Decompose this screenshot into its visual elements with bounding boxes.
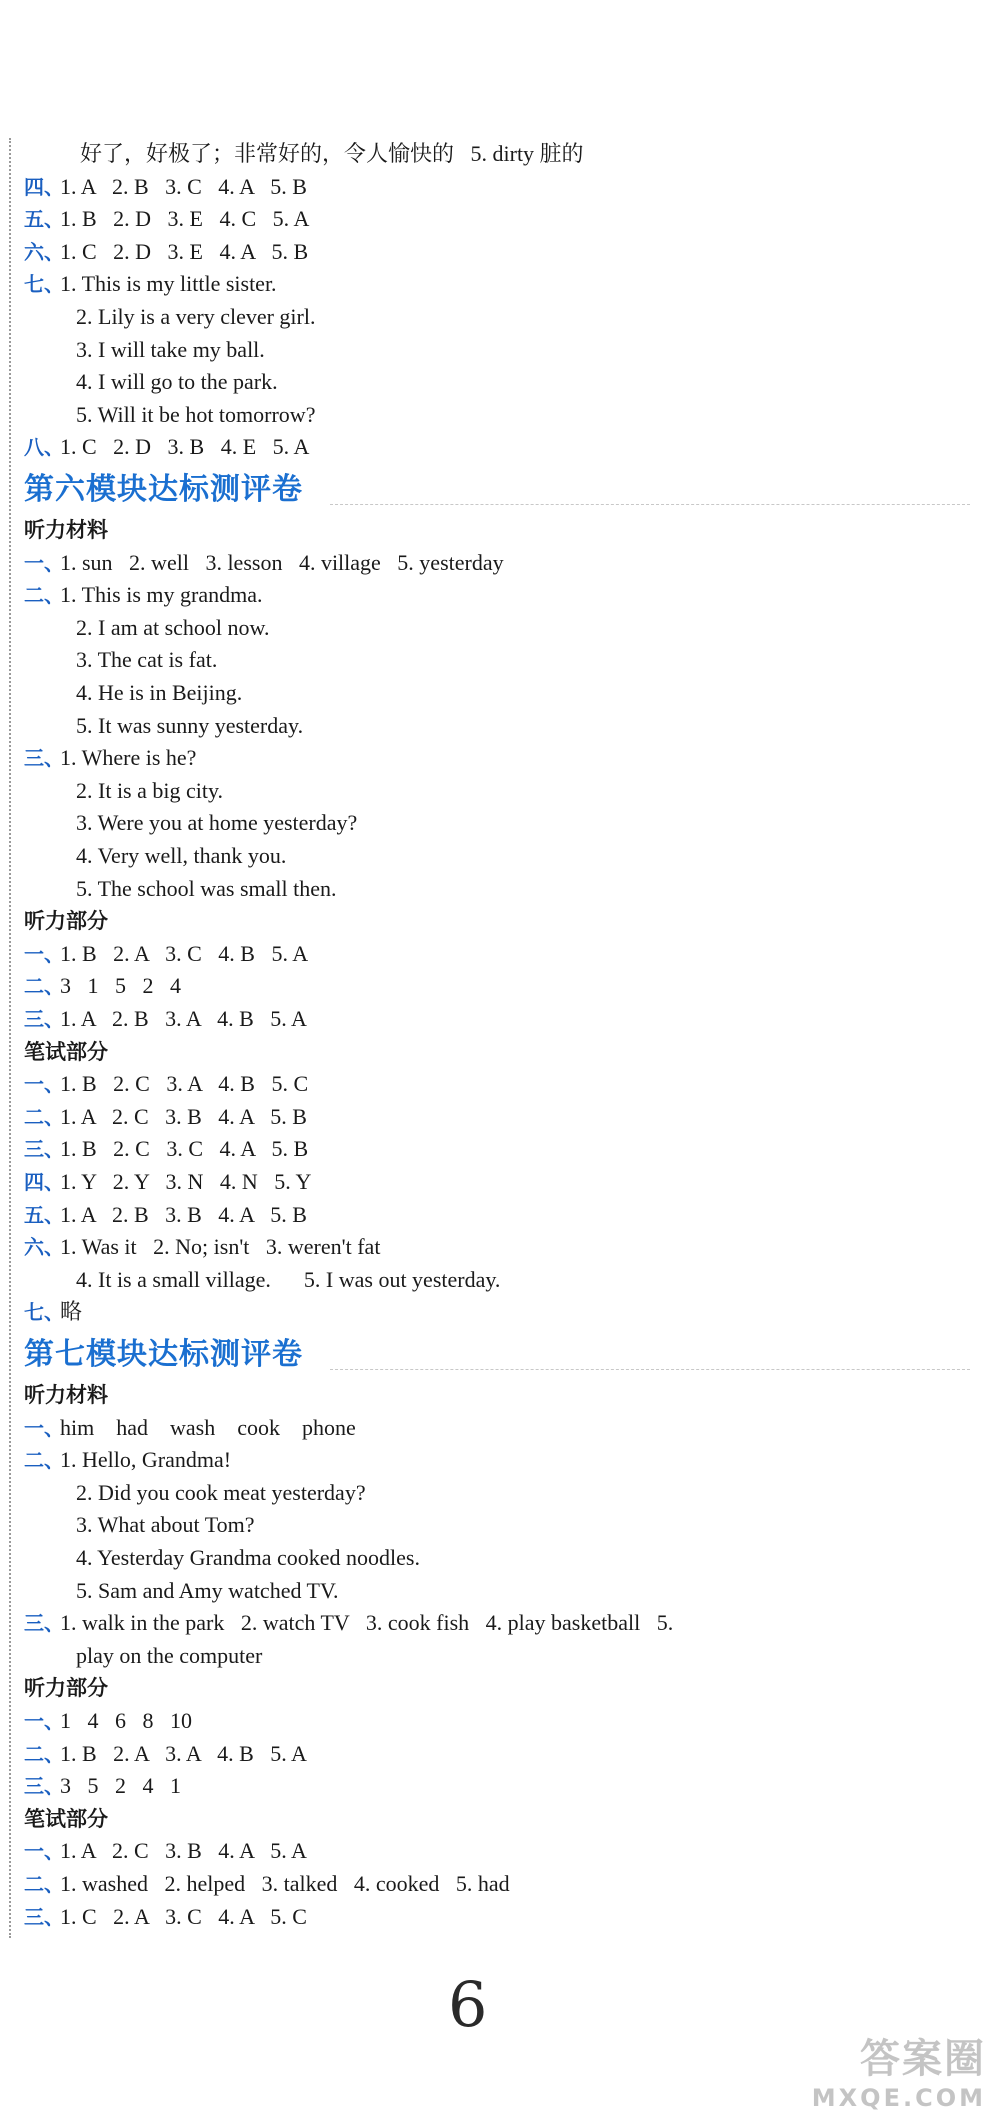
answer-text: 1. Was it 2. No; isn't 3. weren't fat <box>60 1234 381 1260</box>
answer-line <box>76 1477 366 1509</box>
answer-text: 1. A 2. B 3. B 4. A 5. B <box>60 1201 307 1227</box>
answer-text: 1. walk in the park 2. watch TV 3. cook fish 4. play basketball 5. <box>60 1610 674 1636</box>
section-rule <box>330 504 970 505</box>
answer-text: 1. Y 2. Y 3. N 4. N 5. Y <box>60 1169 312 1194</box>
answer-line <box>0 938 308 970</box>
answer-text: 4. I will go to the park. <box>76 369 278 395</box>
answer-text: 1. sun 2. well 3. lesson 4. village 5. yesterday <box>60 549 504 575</box>
answer-text: 5. It was sunny yesterday. <box>76 712 304 738</box>
answer-line <box>0 1412 356 1444</box>
answer-line <box>0 579 262 611</box>
answer-line <box>76 334 265 366</box>
answer-text: 3. What about Tom? <box>76 1512 255 1538</box>
watermark-main-text: 答案圈 <box>860 2036 986 2082</box>
question-number: 七、 <box>24 1300 64 1325</box>
answer-text: 1. B 2. C 3. C 4. A 5. B <box>60 1136 309 1162</box>
section-rule <box>330 1369 970 1370</box>
question-number: 四、 <box>24 1170 64 1194</box>
answer-line <box>0 547 504 579</box>
answer-line <box>76 644 217 676</box>
answer-line <box>76 399 315 431</box>
subsection-heading: 笔试部分 <box>24 1806 108 1831</box>
answer-line <box>76 807 357 839</box>
answer-text: 3. The cat is fat. <box>76 647 218 673</box>
answer-text: 3. Were you at home yesterday? <box>76 810 358 836</box>
section-title: 第六模块达标测评卷 <box>24 472 303 507</box>
answer-text: 2. Did you cook meat yesterday? <box>76 1479 366 1505</box>
answer-text: 1. A 2. C 3. B 4. A 5. B <box>60 1103 307 1129</box>
answer-line <box>0 1003 307 1035</box>
answer-text: 1. B 2. A 3. A 4. B 5. A <box>60 1740 307 1766</box>
answer-text: 1. A 2. B 3. A 4. B 5. A <box>60 1006 307 1031</box>
subsection-heading: 听力材料 <box>24 1383 108 1407</box>
section-title: 第七模块达标测评卷 <box>24 1337 303 1372</box>
answer-line <box>0 171 307 203</box>
question-number: 六、 <box>24 239 64 264</box>
answer-text: 4. It is a small village. 5. I was out yesterday. <box>76 1266 501 1292</box>
question-number: 四、 <box>24 174 64 199</box>
answer-text: 2. I am at school now. <box>76 614 270 640</box>
answer-text: 1. washed 2. helped 3. talked 4. cooked 5. had <box>60 1871 510 1896</box>
answer-line <box>0 1705 192 1737</box>
answer-text: 3 5 2 4 1 <box>60 1773 181 1799</box>
answer-line <box>76 1264 500 1296</box>
question-number: 五、 <box>24 1202 64 1227</box>
answer-text: 3 1 5 2 4 <box>60 973 181 999</box>
question-number: 二、 <box>24 1741 64 1766</box>
question-number: 三、 <box>24 1137 64 1162</box>
answer-line <box>0 1199 307 1231</box>
answer-text: 1. This is my little sister. <box>60 271 277 297</box>
answer-line <box>76 775 223 807</box>
question-number: 二、 <box>24 1104 64 1129</box>
question-number: 一、 <box>24 1072 64 1097</box>
question-number: 二、 <box>24 1872 64 1896</box>
question-number: 二、 <box>24 974 64 999</box>
answer-text: 1. C 2. D 3. B 4. E 5. A <box>60 434 310 460</box>
question-number: 七、 <box>24 272 64 297</box>
question-number: 二、 <box>24 1448 64 1473</box>
answer-line <box>76 873 337 905</box>
answer-line <box>0 970 181 1002</box>
answer-text: 4. He is in Beijing. <box>76 680 243 705</box>
answer-line <box>76 710 303 742</box>
answer-text: 1. C 2. A 3. C 4. A 5. C <box>60 1903 307 1929</box>
answer-line <box>0 1607 673 1639</box>
answer-line <box>0 1868 510 1900</box>
question-number: 一、 <box>24 1709 64 1733</box>
answer-line <box>76 1640 262 1672</box>
answer-line <box>76 301 315 333</box>
question-number: 三、 <box>24 1611 64 1636</box>
answer-text: 好了，好极了；非常好的，令人愉快的 5. dirty 脏的 <box>80 141 584 166</box>
question-number: 五、 <box>24 207 64 232</box>
answer-line <box>0 1738 307 1770</box>
answer-line <box>0 236 308 268</box>
question-number: 三、 <box>24 1774 64 1799</box>
answer-text: 3. I will take my ball. <box>76 336 265 362</box>
answer-text: 4. Yesterday Grandma cooked noodles. <box>76 1545 420 1570</box>
answer-line <box>0 1901 307 1933</box>
answer-text: 5. Sam and Amy watched TV. <box>76 1577 339 1603</box>
answer-line <box>0 1296 82 1328</box>
answer-line <box>0 268 277 300</box>
question-number: 六、 <box>24 1235 64 1260</box>
answer-line <box>76 1509 255 1541</box>
answer-line <box>0 1770 181 1802</box>
question-number: 三、 <box>24 746 64 771</box>
answer-line <box>76 1575 339 1607</box>
answer-line <box>0 1068 308 1100</box>
answer-text: 1. This is my grandma. <box>60 582 263 608</box>
answer-text: 1. B 2. D 3. E 4. C 5. A <box>60 206 310 232</box>
subsection-heading: 听力部分 <box>24 1676 108 1701</box>
answer-line <box>0 1166 311 1198</box>
watermark-logo <box>812 2027 986 2112</box>
answer-text: 2. It is a big city. <box>76 777 224 803</box>
answer-text: 2. Lily is a very clever girl. <box>76 304 316 329</box>
question-number: 三、 <box>24 1007 64 1031</box>
answer-text: 4. Very well, thank you. <box>76 843 287 868</box>
subsection-heading: 听力部分 <box>24 909 108 934</box>
question-number: 一、 <box>24 941 64 966</box>
subsection-heading: 笔试部分 <box>24 1039 108 1064</box>
answer-text: 1. Hello, Grandma! <box>60 1447 232 1473</box>
answer-line <box>0 742 196 774</box>
answer-text: 1 4 6 8 10 <box>60 1708 192 1733</box>
answer-line <box>0 1835 307 1867</box>
question-number: 一、 <box>24 1415 64 1440</box>
answer-line <box>76 366 278 398</box>
answer-line <box>0 203 309 235</box>
answer-text: play on the computer <box>76 1642 263 1668</box>
answer-text: 5. Will it be hot tomorrow? <box>76 401 316 427</box>
question-number: 一、 <box>24 550 64 575</box>
answer-text: 1. A 2. B 3. C 4. A 5. B <box>60 173 307 199</box>
answer-text: 略 <box>60 1299 83 1325</box>
handwritten-page-number: 6 <box>448 1968 488 2041</box>
answer-line <box>76 612 269 644</box>
subsection-heading: 听力材料 <box>24 518 108 542</box>
answer-line <box>76 677 242 709</box>
answer-line <box>0 1133 308 1165</box>
answer-line <box>0 1231 380 1263</box>
answer-text: 1. A 2. C 3. B 4. A 5. A <box>60 1838 307 1864</box>
answer-text: him had wash cook phone <box>60 1414 356 1440</box>
answer-line <box>0 1101 307 1133</box>
answer-line <box>80 138 584 170</box>
answer-text: 1. Where is he? <box>60 745 197 771</box>
question-number: 三、 <box>24 1904 64 1929</box>
answer-text: 1. C 2. D 3. E 4. A 5. B <box>60 238 309 264</box>
margin-dotted-line <box>9 138 11 1938</box>
question-number: 八、 <box>24 435 64 460</box>
answer-line <box>76 1542 420 1574</box>
answer-line <box>76 840 286 872</box>
answer-line <box>0 431 309 463</box>
watermark-sub-text: MXQE.COM <box>811 2084 986 2112</box>
answer-text: 5. The school was small then. <box>76 875 337 901</box>
answer-line <box>0 1444 231 1476</box>
answer-text: 1. B 2. A 3. C 4. B 5. A <box>60 940 309 966</box>
question-number: 一、 <box>24 1839 64 1864</box>
question-number: 二、 <box>24 583 64 608</box>
answer-text: 1. B 2. C 3. A 4. B 5. C <box>60 1071 309 1097</box>
